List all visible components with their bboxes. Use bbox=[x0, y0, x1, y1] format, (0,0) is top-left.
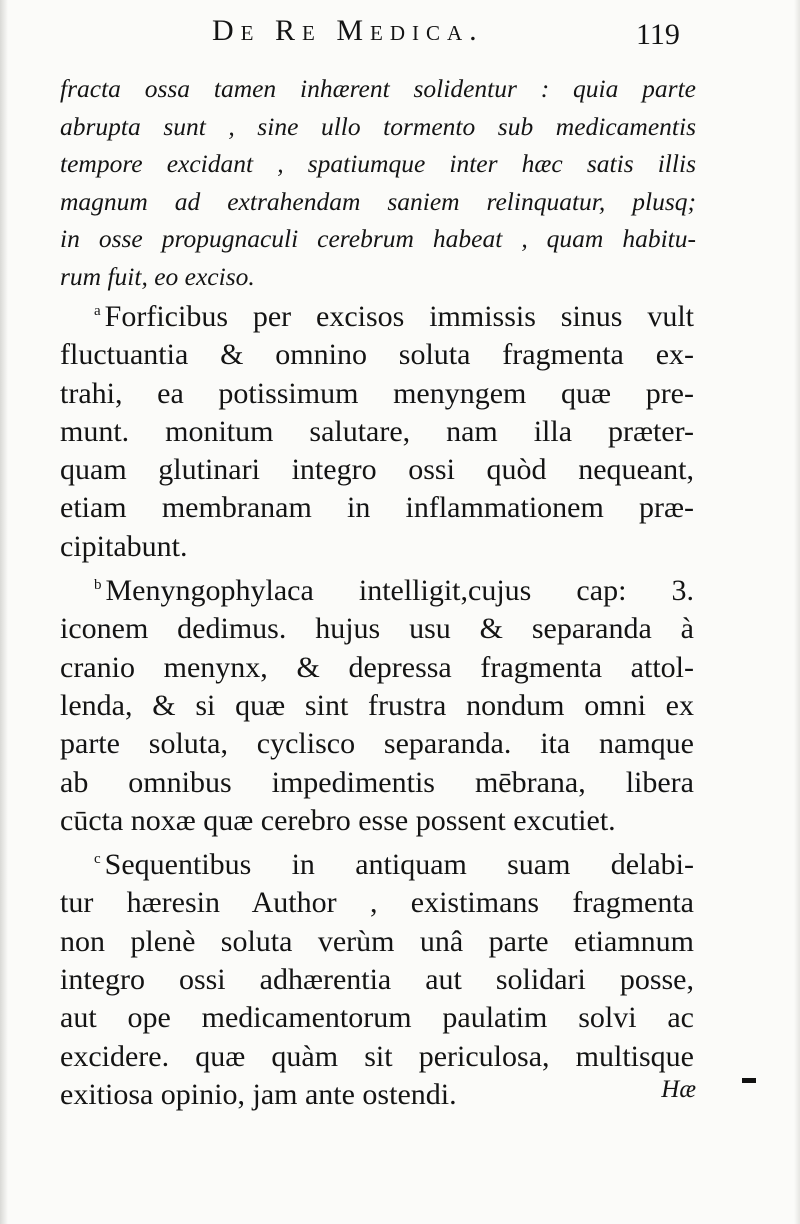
note-c bbox=[60, 840, 694, 1114]
note-marker: c bbox=[94, 851, 101, 868]
text-fragment: Menyngophylaca intelligit,cujus cap: 3. bbox=[105, 574, 694, 608]
note-marker: a bbox=[94, 303, 101, 319]
note-marker: b bbox=[94, 577, 102, 594]
text-line: excidere. quæ quàm sit periculosa, multisque bbox=[60, 1039, 694, 1073]
italic-continuation bbox=[60, 70, 696, 295]
commentary-notes bbox=[60, 292, 694, 1114]
text-line: quam glutinari integro ossi quòd nequeant, bbox=[60, 453, 694, 487]
margin-mark bbox=[742, 1078, 756, 1083]
text-line: tempore excidant , spatiumque inter hæc satis illis bbox=[60, 149, 696, 178]
note-b bbox=[60, 566, 694, 840]
text-line: in osse propugnaculi cerebrum habeat , quam habitu- bbox=[60, 224, 696, 253]
text-line: lenda, & si quæ sint frustra nondum omni ex bbox=[60, 688, 694, 722]
text-line: iconem dedimus. hujus usu & separanda à bbox=[60, 612, 694, 646]
text-line bbox=[60, 292, 694, 336]
text-line: integro ossi adhærentia aut solidari posse, bbox=[60, 963, 694, 997]
text-line bbox=[60, 840, 694, 884]
running-title: De Re Medica. bbox=[212, 14, 484, 47]
text-line: cranio menynx, & depressa fragmenta attol- bbox=[60, 650, 694, 684]
text-line: non plenè soluta verùm unâ parte etiamnum bbox=[60, 924, 694, 958]
text-line: fracta ossa tamen inhærent solidentur : quia parte bbox=[60, 74, 696, 103]
text-line: tur hæresin Author , existimans fragmenta bbox=[60, 886, 694, 920]
text-line: magnum ad extrahendam saniem relinquatur, plusq; bbox=[60, 186, 696, 216]
text-line: cipitabunt. bbox=[60, 529, 188, 563]
text-line: munt. monitum salutare, nam illa præter- bbox=[60, 414, 694, 448]
text-line: parte soluta, cyclisco separanda. ita namque bbox=[60, 727, 694, 761]
text-line: aut ope medicamentorum paulatim solvi ac bbox=[60, 1001, 694, 1035]
catchword: Hæ bbox=[661, 1076, 696, 1103]
text-line: abrupta sunt , sine ullo tormento sub medicamentis bbox=[60, 111, 696, 141]
text-line: rum fuit, eo exciso. bbox=[60, 261, 255, 291]
text-line bbox=[60, 566, 694, 610]
page-edge bbox=[794, 0, 800, 1224]
text-line: ab omnibus impedimentis mēbrana, libera bbox=[60, 765, 694, 799]
text-line: exitiosa opinio, jam ante ostendi. bbox=[60, 1077, 457, 1111]
text-fragment: Forficibus per excisos immissis sinus vult bbox=[104, 300, 694, 333]
page-number: 119 bbox=[636, 18, 680, 51]
text-line: etiam membranam in inflammationem præ- bbox=[60, 491, 694, 525]
gutter-shadow bbox=[0, 0, 8, 1224]
text-line: fluctuantia & omnino soluta fragmenta ex- bbox=[60, 338, 694, 372]
text-fragment: Sequentibus in antiquam suam delabi- bbox=[104, 848, 694, 882]
text-line: cūcta noxæ quæ cerebro esse possent excutiet. bbox=[60, 803, 616, 837]
note-a bbox=[60, 292, 694, 566]
text-line: trahi, ea potissimum menyngem quæ pre- bbox=[60, 376, 694, 410]
